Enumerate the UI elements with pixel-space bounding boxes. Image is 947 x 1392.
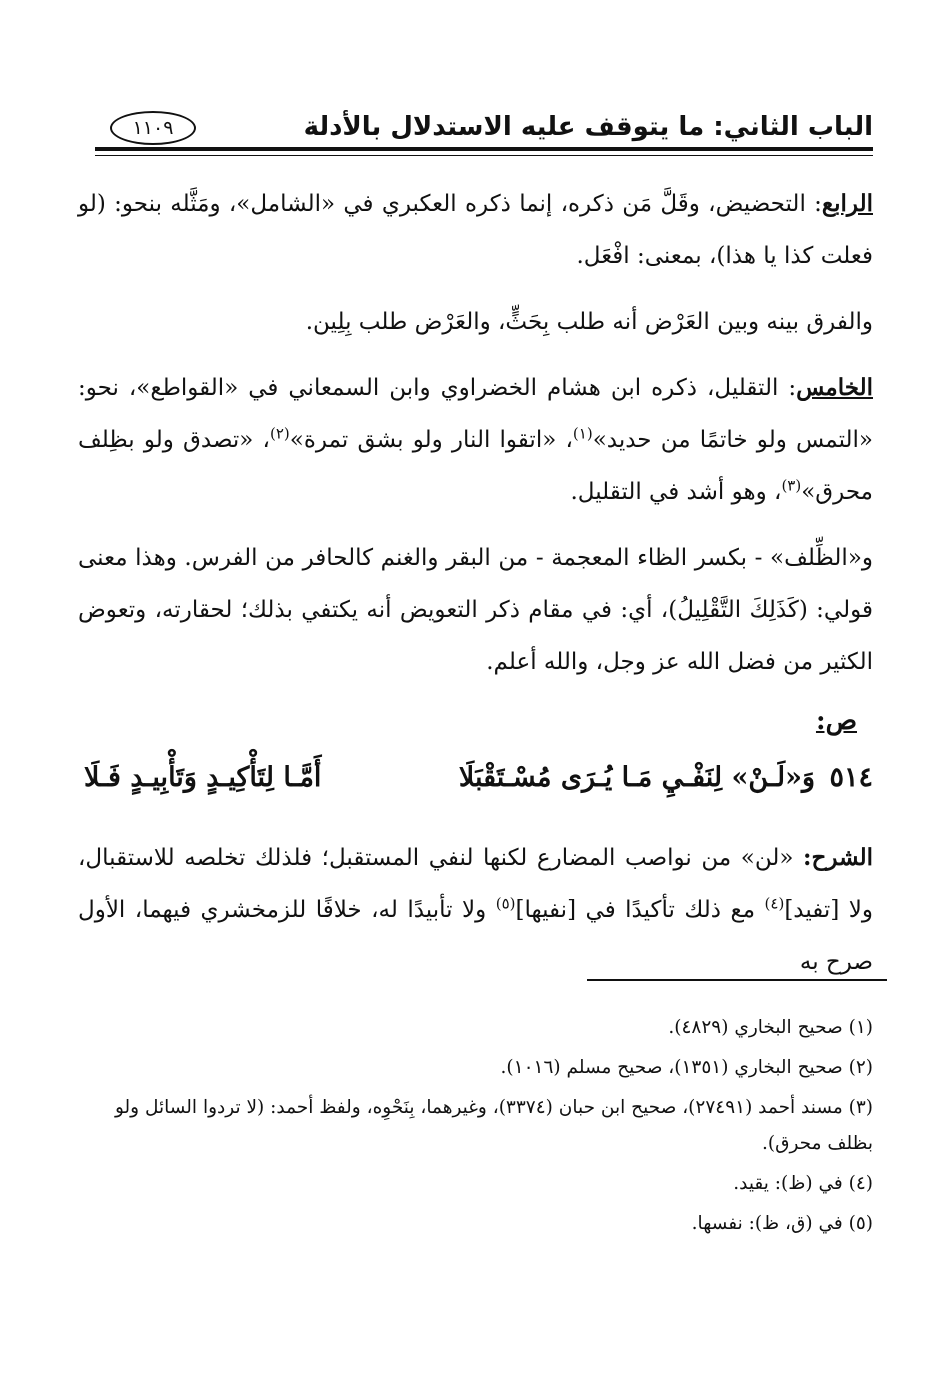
verse-second-hemistich: أَمَّـا لِتَأْكِيـدٍ وَتَأْبِيـدٍ فَـلَا (84, 762, 322, 793)
paragraph-explanation (78, 532, 873, 688)
paragraph-text: ، «تصدق ولو بظِلف محرق» (78, 427, 873, 505)
commentary-lead: الشرح: (803, 844, 873, 871)
commentary-text: مع ذلك تأكيدًا في [نفيها] (515, 897, 765, 923)
verse-number: ٥١٤ (829, 762, 873, 793)
footnote-3: (٣) مسند أحمد (٢٧٤٩١)، صحيح ابن حبان (٣٣٧٤)، وغيرهما، بِنَحْوِه، ولفظ أحمد: (لا تردوا السائل ولو بظلف محرق). (114, 1097, 873, 1154)
footnote-ref-1: (١) (572, 424, 593, 443)
footnote-2: (٢) صحيح البخاري (١٣٥١)، صحيح مسلم (١٠١٦). (500, 1057, 873, 1078)
footnote-ref-5: (٥) (495, 894, 516, 913)
commentary-text: ولا تأبيدًا له، خلافًا للزمخشري فيهما، الأول صرح به (78, 897, 873, 975)
verse-first-hemistich: وَ«لَـنْ» لِنَفْـيِ مَـا يُـرَى مُسْـتَقْبَلَا (458, 762, 815, 793)
footnote-1: (١) صحيح البخاري (٤٨٢٩). (668, 1017, 873, 1038)
paragraph-text: ، وهو أشد في التقليل. (570, 479, 782, 505)
page-header (95, 108, 873, 148)
footnote-separator (587, 979, 887, 981)
paragraph-lead-fifth: الخامس (796, 374, 873, 401)
paragraph-text: : التحضيض، وقَلَّ مَن ذكره، إنما ذكره العكبري في «الشامل»، ومَثَّله بنحو: (لو فعلت كذا يا هذا)، بمعنى: افْعَل. (78, 191, 873, 269)
verse-heading: ص: (815, 706, 857, 736)
paragraph-text: و«الظِّلف» - بكسر الظاء المعجمة - من البقر والغنم كالحافر من الفرس. وهذا معنى قولي: (كَذَلِكَ التَّقْلِيلُ)، أي: في مقام ذكر التعويض أنه يكتفي بذلك؛ لحقارته، وتعوض الكثير من فضل الله عز وجل، والله أعلم. (78, 545, 873, 675)
header-rule-thick (95, 147, 873, 151)
footnote-ref-3: (٣) (781, 476, 802, 495)
footnote-ref-4: (٤) (764, 894, 785, 913)
commentary (78, 832, 873, 988)
footnote-5: (٥) في (ق، ظ): نفسها. (691, 1213, 873, 1234)
commentary-text: «لن» من نواصب المضارع لكنها لنفي المستقبل؛ فلذلك تخلصه للاستقبال، ولا [تفيد] (78, 845, 874, 923)
paragraph-lead-fourth: الرابع (821, 190, 873, 217)
footnotes (78, 1010, 873, 1246)
page-number: ١١٠٩ (110, 111, 196, 145)
header-rule-thin (95, 155, 873, 156)
footnote-ref-2: (٢) (269, 424, 290, 443)
paragraph-text: والفرق بينه وبين العَرْض أنه طلب بِحَثٍّ، والعَرْض طلب بِلِين. (305, 309, 873, 335)
paragraph-fifth (78, 362, 873, 518)
paragraph-text: ، «اتقوا النار ولو بشق تمرة» (289, 427, 573, 453)
chapter-title: الباب الثاني: ما يتوقف عليه الاستدلال بالأدلة (303, 112, 873, 142)
paragraph-text: : التقليل، ذكره ابن هشام الخضراوي وابن السمعاني في «القواطع»، نحو: «التمس ولو خاتمًا من حديد» (78, 375, 874, 453)
footnote-4: (٤) في (ظ): يقيد. (733, 1173, 873, 1194)
verse-line (84, 762, 873, 806)
main-text (78, 178, 873, 702)
paragraph-fourth (78, 178, 873, 282)
paragraph-difference (78, 296, 873, 348)
